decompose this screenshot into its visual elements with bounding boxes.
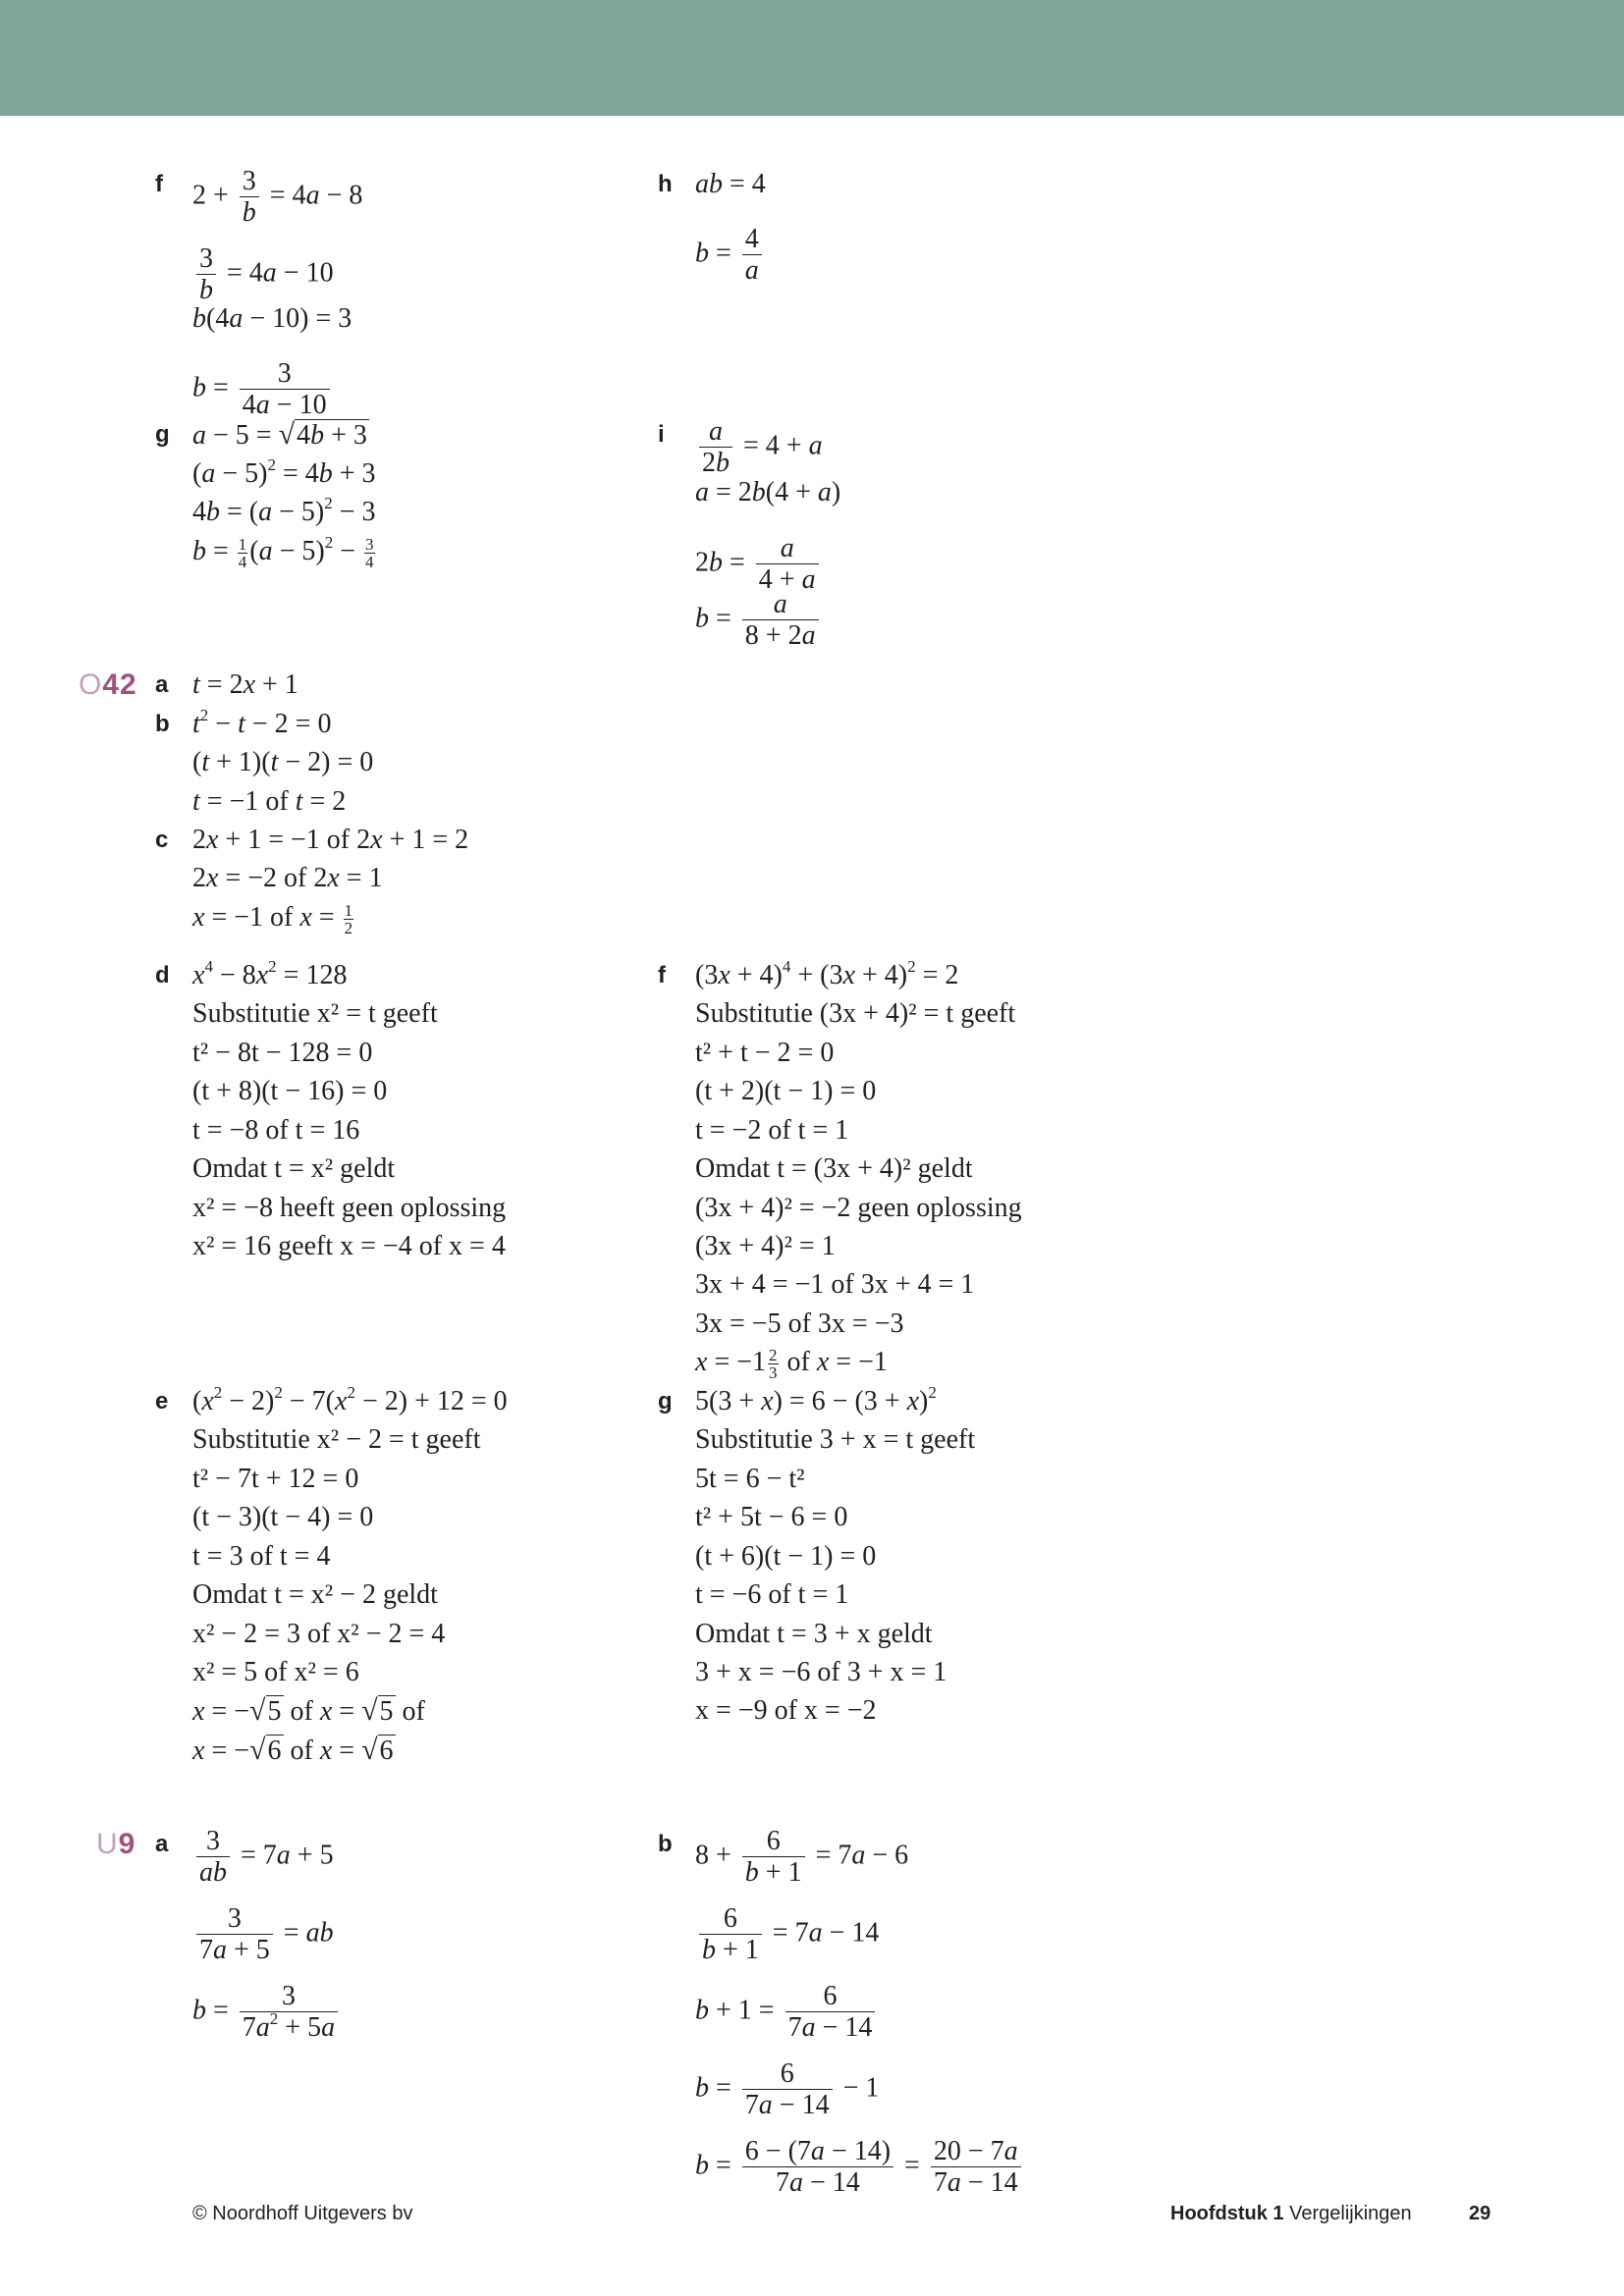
eq-42g-1: $5(3 + x) = 6 - (3 + x)^2$	[695, 1382, 937, 1416]
label-b-u9: b	[658, 1831, 673, 1857]
eq-u9a-2: $\frac{3}{7a + 5}$ = ab	[192, 1903, 334, 1941]
eq-42e-9: x = −√5 of x = √5 of	[192, 1694, 425, 1727]
eq-42g-9: x = −9 of x = −2	[695, 1695, 877, 1726]
eq-42f-4: (t + 2)(t − 1) = 0	[695, 1076, 877, 1106]
label-b: b	[155, 711, 170, 737]
eq-42g-7: Omdat t = 3 + x geldt	[695, 1619, 933, 1649]
label-h: h	[658, 171, 673, 197]
eq-42f-9: 3x + 4 = −1 of 3x + 4 = 1	[695, 1269, 975, 1300]
eq-42g-4: t² + 5t − 6 = 0	[695, 1502, 848, 1532]
eq-42g-2: Substitutie 3 + x = t geeft	[695, 1424, 976, 1455]
eq-u9b-3: b + 1 = $\frac{6}{7a - 14}$	[695, 1981, 879, 2018]
eq-u9b-2: $\frac{6}{b + 1}$ = 7a − 14	[695, 1903, 879, 1941]
label-g: g	[155, 421, 170, 448]
label-a: a	[155, 671, 169, 698]
page-number: 29	[1469, 2203, 1491, 2224]
eq-f-2: $\frac{3}{b}$ = 4a − 10	[192, 243, 334, 281]
eq-42b-3: t = −1 of t = 2	[192, 786, 347, 817]
eq-g-4: b = $\frac{1}{4}$ $(a - 5)^2$ − $\frac{3}{4}$	[192, 532, 374, 572]
eq-42f-10: 3x = −5 of 3x = −3	[695, 1308, 904, 1339]
eq-42e-4: (t − 3)(t − 4) = 0	[192, 1502, 374, 1532]
exercise-number-o42: O42	[79, 668, 137, 701]
exercise-number-u9: U9	[96, 1828, 136, 1860]
label-f: f	[155, 171, 163, 197]
eq-42c-1: 2x + 1 = −1 of 2x + 1 = 2	[192, 825, 469, 855]
eq-g-3: $4b = (a - 5)^2 - 3$	[192, 493, 376, 527]
eq-42d-6: Omdat t = x² geldt	[192, 1153, 396, 1184]
footer-chapter-title: Vergelijkingen	[1289, 2203, 1412, 2224]
eq-42d-5: t = −8 of t = 16	[192, 1115, 360, 1146]
eq-f-1: 2 + $\frac{3}{b}$ = 4a − 8	[192, 166, 363, 229]
eq-42f-7: (3x + 4)² = −2 geen oplossing	[695, 1193, 1022, 1223]
eq-42f-11: x = −1 $\frac{2}{3}$ of x = −1	[695, 1346, 888, 1383]
eq-42e-2: Substitutie x² − 2 = t geeft	[192, 1424, 481, 1455]
eq-42a-1: t = 2x + 1	[192, 669, 298, 700]
eq-u9b-1: 8 + $\frac{6}{b + 1}$ = 7a − 6	[695, 1826, 909, 1889]
eq-42d-8: x² = 16 geeft x = −4 of x = 4	[192, 1231, 506, 1261]
eq-42f-5: t = −2 of t = 1	[695, 1115, 849, 1146]
eq-42f-8: (3x + 4)² = 1	[695, 1231, 836, 1261]
eq-i-1: $\frac{a}{2b}$ = 4 + a	[695, 416, 823, 454]
eq-42d-7: x² = −8 heeft geen oplossing	[192, 1193, 507, 1223]
eq-f-4: b = $\frac{3}{4a - 10}$	[192, 358, 334, 396]
eq-42f-3: t² + t − 2 = 0	[695, 1038, 835, 1068]
label-d: d	[155, 962, 170, 988]
eq-u9a-3: b = $\frac{3}{7a^2 + 5a}$	[192, 1981, 342, 2018]
eq-42b-2: (t + 1)(t − 2) = 0	[192, 747, 374, 777]
eq-42d-2: Substitutie x² = t geeft	[192, 998, 438, 1029]
eq-i-2: a = 2b(4 + a)	[695, 477, 841, 507]
eq-42b-1: $t^2 - t - 2 = 0$	[192, 705, 332, 739]
eq-42e-3: t² − 7t + 12 = 0	[192, 1464, 359, 1494]
label-i: i	[658, 421, 665, 448]
footer-chapter	[1170, 2199, 1412, 2228]
eq-u9a-1: $\frac{3}{ab}$ = 7a + 5	[192, 1826, 334, 1863]
eq-g-1: a − 5 = √4b + 3	[192, 418, 367, 451]
eq-42c-3: x = −1 of x = $\frac{1}{2}$	[192, 901, 353, 938]
eq-42e-1: $(x^2 - 2)^2 - 7(x^2 - 2) + 12 = 0$	[192, 1382, 508, 1416]
eq-42d-3: t² − 8t − 128 = 0	[192, 1038, 373, 1068]
label-e: e	[155, 1388, 169, 1415]
eq-42e-10: x = −√6 of x = √6	[192, 1734, 394, 1766]
eq-42d-1: $x^4 - 8x^2 = 128$	[192, 956, 348, 990]
label-a-u9: a	[155, 1831, 169, 1857]
eq-h-1: ab = 4	[695, 169, 766, 199]
eq-h-2: b = $\frac{4}{a}$	[695, 224, 766, 261]
eq-42f-2: Substitutie (3x + 4)² = t geeft	[695, 998, 1016, 1029]
eq-42g-5: (t + 6)(t − 1) = 0	[695, 1541, 877, 1572]
eq-42e-7: x² − 2 = 3 of x² − 2 = 4	[192, 1619, 446, 1649]
eq-42e-8: x² = 5 of x² = 6	[192, 1657, 359, 1687]
eq-42e-6: Omdat t = x² − 2 geldt	[192, 1579, 438, 1610]
eq-42c-2: 2x = −2 of 2x = 1	[192, 863, 383, 893]
eq-i-3: 2b = $\frac{a}{4 + a}$	[695, 533, 823, 570]
header-band	[0, 0, 1624, 116]
eq-42f-6: Omdat t = (3x + 4)² geldt	[695, 1153, 973, 1184]
eq-42f-1: $(3x + 4)^4 + (3x + 4)^2 = 2$	[695, 956, 959, 990]
eq-42e-5: t = 3 of t = 4	[192, 1541, 331, 1572]
eq-g-2: $(a - 5)^2 = 4b + 3$	[192, 454, 376, 489]
eq-u9b-4: b = $\frac{6}{7a - 14}$ − 1	[695, 2058, 880, 2121]
eq-42g-6: t = −6 of t = 1	[695, 1579, 849, 1610]
label-c: c	[155, 827, 169, 853]
eq-f-3: b(4a − 10) = 3	[192, 303, 352, 334]
label-g-42: g	[658, 1388, 673, 1415]
eq-42g-8: 3 + x = −6 of 3 + x = 1	[695, 1657, 947, 1687]
eq-42g-3: 5t = 6 − t²	[695, 1464, 805, 1494]
eq-u9b-5: b = $\frac{6 - (7a - 14)}{7a - 14}$ = $\frac{20 - 7a}{7a - 14}$	[695, 2136, 1025, 2173]
eq-i-4: b = $\frac{a}{8 + 2a}$	[695, 589, 823, 626]
footer-chapter-label: Hoofdstuk 1	[1170, 2203, 1284, 2224]
label-f-42: f	[658, 962, 666, 988]
eq-42d-4: (t + 8)(t − 16) = 0	[192, 1076, 388, 1106]
footer-copyright: © Noordhoff Uitgevers bv	[192, 2203, 413, 2224]
